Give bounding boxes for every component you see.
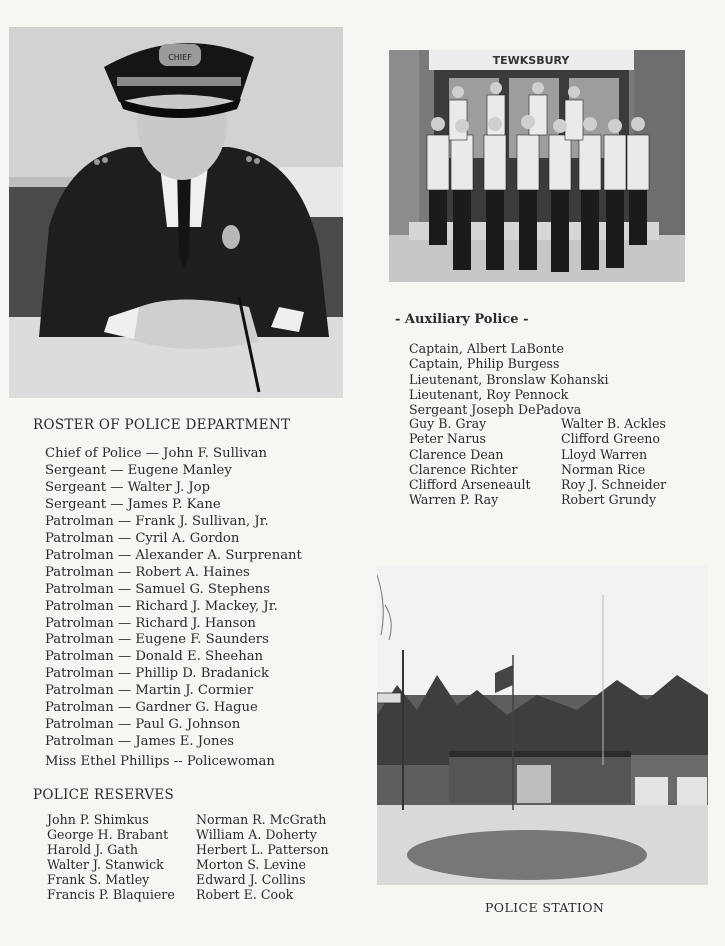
auxiliary-officer: Lieutenant, Bronslaw Kohanski [409, 371, 609, 387]
reserve-name: Herbert L. Patterson [196, 842, 329, 857]
roster-entry: Sergeant — Eugene Manley [45, 462, 232, 478]
reserve-name: Harold J. Gath [47, 842, 139, 857]
roster-entry: Patrolman — Richard J. Hanson [45, 615, 256, 631]
reserve-name: Norman R. McGrath [196, 812, 327, 827]
auxiliary-member: Norman Rice [561, 461, 646, 477]
auxiliary-member: Lloyd Warren [561, 446, 648, 462]
auxiliary-title: - Auxiliary Police - [395, 312, 529, 327]
auxiliary-officer: Sergeant Joseph DePadova [409, 402, 582, 418]
roster-policewoman: Miss Ethel Phillips -- Policewoman [45, 754, 275, 770]
roster-title: ROSTER OF POLICE DEPARTMENT [33, 417, 291, 433]
reserve-name: Morton S. Levine [196, 857, 306, 872]
police-station-photo [377, 565, 708, 885]
building-sign-text: TEWKSBURY [492, 54, 570, 67]
roster-entry: Patrolman — Samuel G. Stephens [45, 581, 271, 597]
roster-entry: Sergeant — James P. Kane [45, 496, 221, 512]
reserves-right-column [196, 812, 329, 902]
auxiliary-member: Clifford Greeno [561, 431, 660, 447]
auxiliary-officer: Lieutenant, Roy Pennock [409, 386, 569, 402]
auxiliary-member: Warren P. Ray [409, 492, 499, 508]
reserve-name: Edward J. Collins [196, 872, 306, 887]
roster-entry: Patrolman — Cyril A. Gordon [45, 530, 240, 546]
roster-entry: Patrolman — Donald E. Sheehan [45, 649, 264, 665]
roster-entry: Patrolman — Frank J. Sullivan, Jr. [45, 513, 269, 529]
roster-entry: Patrolman — Gardner G. Hague [45, 700, 258, 716]
roster-entry: Sergeant — Walter J. Jop [45, 479, 211, 495]
reserve-name: John P. Shimkus [47, 812, 149, 827]
cap-badge-text: CHIEF [168, 53, 192, 62]
reserves-left-column [47, 812, 175, 902]
reserve-name: Walter J. Stanwick [47, 857, 164, 872]
auxiliary-member: Guy B. Gray [409, 416, 487, 431]
auxiliary-left-column [409, 416, 531, 508]
auxiliary-member: Roy J. Schneider [561, 477, 667, 493]
roster-entry: Patrolman — Eugene F. Saunders [45, 632, 269, 648]
auxiliary-officer: Captain, Philip Burgess [409, 356, 560, 372]
auxiliary-member: Clarence Richter [409, 461, 518, 477]
auxiliary-group-photo [389, 50, 685, 282]
roster-entry: Patrolman — Richard J. Mackey, Jr. [45, 598, 278, 614]
reserve-name: Francis P. Blaquiere [47, 887, 175, 902]
roster-entry: Patrolman — Paul G. Johnson [45, 717, 241, 733]
roster-entry: Patrolman — Martin J. Cormier [45, 683, 254, 699]
reserves-title: POLICE RESERVES [33, 787, 175, 803]
roster-entry: Patrolman — Phillip D. Bradanick [45, 666, 269, 682]
roster-entry: Patrolman — Robert A. Haines [45, 564, 250, 580]
reserve-name: William A. Doherty [196, 827, 317, 842]
chief-portrait-photo [9, 27, 343, 398]
auxiliary-member: Clarence Dean [409, 446, 504, 462]
roster-list [45, 446, 302, 771]
auxiliary-member: Clifford Arseneault [409, 477, 531, 493]
auxiliary-member: Peter Narus [409, 431, 487, 447]
reserve-name: Frank S. Matley [47, 872, 150, 887]
auxiliary-right-column [561, 416, 666, 508]
auxiliary-member: Robert Grundy [561, 492, 657, 508]
roster-entry: Patrolman — Alexander A. Surprenant [45, 547, 302, 563]
reserve-name: George H. Brabant [47, 827, 169, 842]
police-station-caption: POLICE STATION [485, 900, 605, 915]
auxiliary-member: Walter B. Ackles [561, 416, 666, 431]
roster-entry: Chief of Police — John F. Sullivan [45, 446, 268, 461]
auxiliary-officers [409, 341, 609, 417]
roster-entry: Patrolman — James E. Jones [45, 734, 235, 750]
reserve-name: Robert E. Cook [196, 887, 294, 902]
auxiliary-officer: Captain, Albert LaBonte [409, 341, 564, 356]
